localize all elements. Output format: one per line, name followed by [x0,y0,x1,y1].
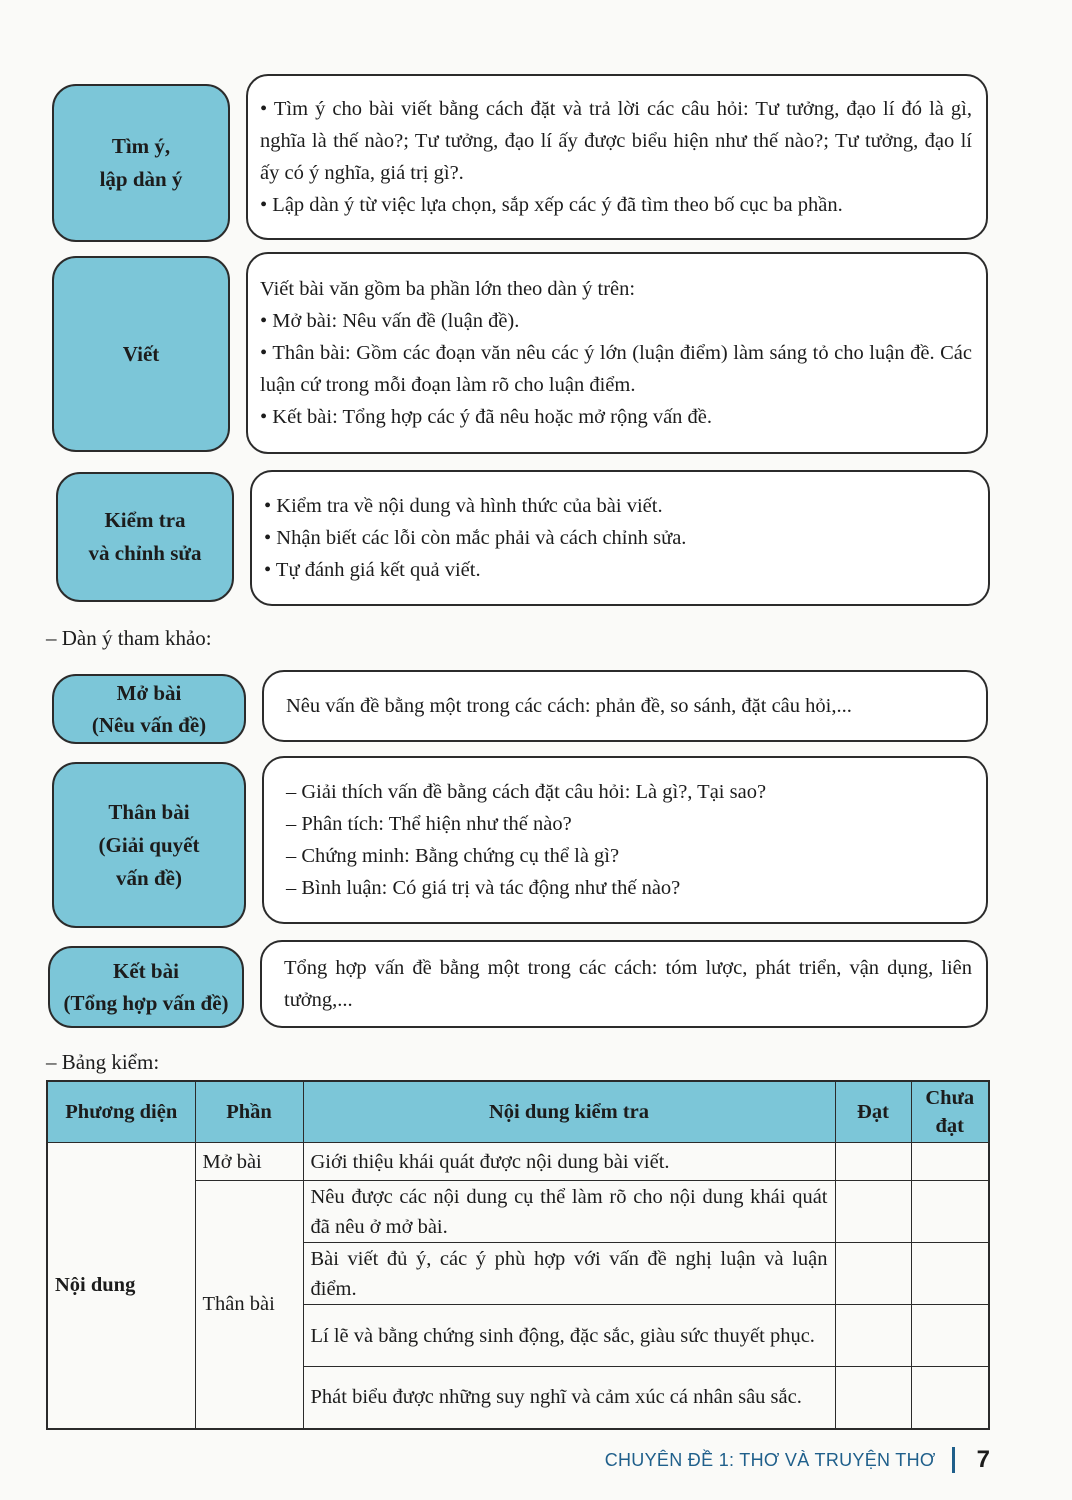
outline-label [48,946,244,1028]
outline-content-box [260,940,988,1028]
outline-heading: – Dàn ý tham khảo: [46,626,212,650]
header-part: Phần [195,1081,303,1143]
part-cell: Mở bài [195,1143,303,1181]
bullet-text: • Tìm ý cho bài viết bằng cách đặt và trả lời các câu hỏi: Tư tưởng, đạo lí đó là gì, nghĩa là thế nào?; Tư tưởng, đạo lí ấy được biểu hiện như thế nào?; Tư tưởng, đạo lí ấy có ý nghĩa, giá trị gì?. [260,98,972,184]
pass-cell[interactable] [835,1243,911,1305]
outline-text: – Giải thích vấn đề bằng cách đặt câu hỏi: Là gì?, Tại sao? [286,781,767,803]
step-label-line: Viết [122,341,160,366]
outline-label-line: (Nêu vấn đề) [91,713,207,737]
outline-label-line: (Giải quyết [98,832,200,857]
header-pass: Đạt [835,1081,911,1143]
pass-cell[interactable] [835,1305,911,1367]
footer-topic: CHUYÊN ĐỀ 1: THƠ VÀ TRUYỆN THƠ [604,1449,936,1470]
part-cell: Thân bài [195,1181,303,1429]
bullet-text: • Kiểm tra về nội dung và hình thức của bài viết. [264,495,663,517]
step-label [52,84,230,242]
fail-cell[interactable] [911,1181,989,1243]
criterion-cell: Nêu được các nội dung cụ thể làm rõ cho nội dung khái quát đã nêu ở mở bài. [303,1181,835,1243]
outline-content-box [262,756,988,924]
header-fail: Chưa đạt [911,1081,989,1143]
fail-cell[interactable] [911,1143,989,1181]
table-row [47,1143,989,1181]
pass-cell[interactable] [835,1367,911,1429]
step-label [56,472,234,602]
step-label-line: Tìm ý, [111,134,171,158]
aspect-cell: Nội dung [47,1143,195,1429]
outline-text: – Bình luận: Có giá trị và tác động như thế nào? [286,877,681,899]
outline-label-line: vấn đề) [116,865,182,890]
outline-label-line: Mở bài [116,681,182,705]
fail-cell[interactable] [911,1243,989,1305]
outline-label [52,762,246,928]
bullet-text: • Nhận biết các lỗi còn mắc phải và cách chỉnh sửa. [264,527,687,549]
criterion-cell: Giới thiệu khái quát được nội dung bài viết. [303,1143,835,1181]
checklist-heading: – Bảng kiểm: [46,1050,160,1074]
checklist-table [46,1080,990,1430]
page-footer [605,1446,990,1474]
table-header-row [47,1081,989,1143]
step-content-box [246,252,988,454]
fail-cell[interactable] [911,1367,989,1429]
outline-text: – Phân tích: Thể hiện như thế nào? [286,813,572,835]
outline-text: Nêu vấn đề bằng một trong các cách: phản đề, so sánh, đặt câu hỏi,... [286,695,852,717]
step-label-line: Kiểm tra [104,508,186,532]
pass-cell[interactable] [835,1143,911,1181]
header-aspect: Phương diện [47,1081,195,1143]
criterion-cell: Phát biểu được những suy nghĩ và cảm xúc cá nhân sâu sắc. [303,1367,835,1429]
bullet-text: Viết bài văn gồm ba phần lớn theo dàn ý trên: [260,278,636,300]
bullet-text: • Lập dàn ý từ việc lựa chọn, sắp xếp các ý đã tìm theo bố cục ba phần. [260,194,843,216]
outline-label-line: Thân bài [108,799,190,824]
pass-cell[interactable] [835,1181,911,1243]
fail-cell[interactable] [911,1305,989,1367]
page-number: 7 [976,1446,990,1473]
outline-label [52,674,246,744]
outline-text: – Chứng minh: Bằng chứng cụ thể là gì? [286,845,620,867]
step-content-box [250,470,990,606]
bullet-text: • Mở bài: Nêu vấn đề (luận đề). [260,310,520,332]
header-content: Nội dung kiểm tra [303,1081,835,1143]
bullet-text: • Kết bài: Tổng hợp các ý đã nêu hoặc mở rộng vấn đề. [260,406,713,428]
step-label-line: và chỉnh sửa [88,541,202,565]
bullet-text: • Tự đánh giá kết quả viết. [264,559,481,581]
step-label [52,256,230,452]
outline-label-line: Kết bài [113,959,179,983]
criterion-cell: Lí lẽ và bằng chứng sinh động, đặc sắc, giàu sức thuyết phục. [303,1305,835,1367]
step-content-box [246,74,988,240]
criterion-cell: Bài viết đủ ý, các ý phù hợp với vấn đề nghị luận và luận điểm. [303,1243,835,1305]
footer-divider [952,1447,955,1473]
bullet-text: • Thân bài: Gồm các đoạn văn nêu các ý lớn (luận điểm) làm sáng tỏ cho luận đề. Các luận cứ trong mỗi đoạn làm rõ cho luận điểm. [260,342,972,396]
outline-text: Tổng hợp vấn đề bằng một trong các cách: tóm lược, phát triển, vận dụng, liên tưởng,... [284,957,972,1011]
step-label-line: lập dàn ý [99,167,183,191]
outline-label-line: (Tổng hợp vấn đề) [63,991,229,1015]
outline-content-box [262,670,988,742]
